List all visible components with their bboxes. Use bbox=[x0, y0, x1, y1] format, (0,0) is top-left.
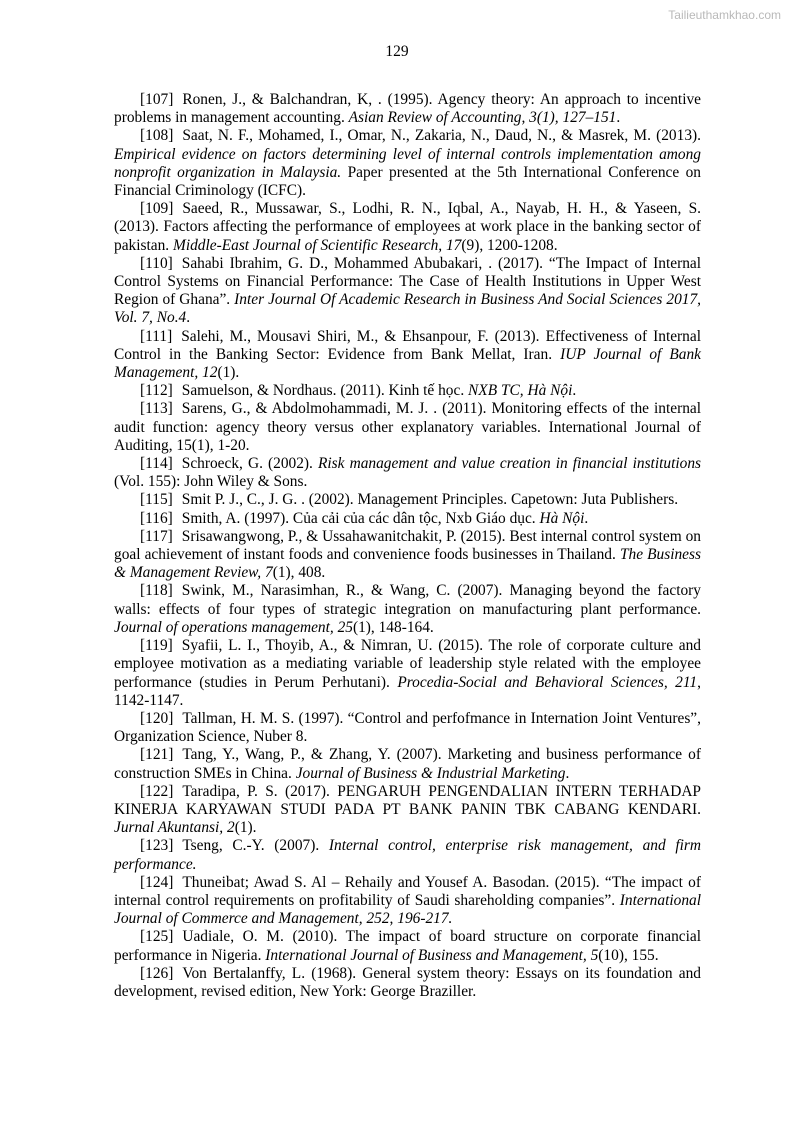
reference-italic-text: Journal of Business & Industrial Marketing bbox=[295, 764, 566, 782]
page-number: 129 bbox=[385, 43, 409, 60]
reference-item bbox=[114, 965, 701, 1001]
reference-number: [117] bbox=[140, 527, 173, 545]
reference-italic-text: Asian Review of Accounting, 3(1), 127–151 bbox=[348, 109, 617, 127]
reference-number: [108] bbox=[140, 127, 174, 145]
reference-number: [111] bbox=[140, 327, 173, 345]
reference-item bbox=[114, 455, 701, 491]
reference-text: (1). bbox=[234, 819, 257, 837]
reference-number: [118] bbox=[140, 582, 173, 600]
reference-text: (9), 1200-1208. bbox=[461, 236, 558, 254]
reference-number: [114] bbox=[140, 455, 173, 473]
references-list bbox=[114, 91, 701, 1001]
reference-text: Sahabi Ibrahim, G. D., Mohammed Abubakari, . (2017). “The Impact of Internal Control Systems on Financial Performance: The Case of Health Institutions in Upper West Region of Ghana”. bbox=[114, 254, 701, 309]
reference-text: Saeed, R., Mussawar, S., Lodhi, R. N., Iqbal, A., Nayab, H. H., & Yaseen, S. (2013). Factors affecting the performance of employees at work place in the banking sector of pakistan. bbox=[114, 200, 701, 254]
reference-italic-text: The Business & Management Review, 7 bbox=[114, 546, 701, 582]
reference-item bbox=[114, 746, 701, 782]
reference-text: Saat, N. F., Mohamed, I., Omar, N., Zakaria, N., Daud, N., & Masrek, M. (2013). bbox=[182, 127, 701, 145]
reference-number: [124] bbox=[140, 873, 174, 891]
reference-item bbox=[114, 528, 701, 583]
reference-item bbox=[114, 200, 701, 255]
reference-italic-text: Jurnal Akuntansi, 2 bbox=[114, 819, 235, 837]
reference-item bbox=[114, 874, 701, 929]
reference-text: (Vol. 155): John Wiley & Sons. bbox=[114, 473, 308, 491]
reference-text: Sarens, G., & Abdolmohammadi, M. J. . (2011). Monitoring effects of the internal audit function: agency theory versus other explanatory variables. International Journal of Auditing, 15(1), 1-20. bbox=[114, 400, 701, 454]
reference-text: . bbox=[186, 309, 191, 327]
reference-text: . bbox=[584, 509, 589, 527]
reference-text: Schroeck, G. (2002). bbox=[181, 455, 318, 473]
reference-item bbox=[114, 928, 701, 964]
reference-item bbox=[114, 783, 701, 838]
reference-number: [112] bbox=[140, 382, 173, 400]
reference-italic-text: Hà Nội bbox=[539, 509, 585, 527]
reference-item bbox=[114, 382, 701, 400]
reference-number: [122] bbox=[140, 782, 174, 800]
reference-text: Samuelson, & Nordhaus. (2011). Kinh tế học. bbox=[181, 382, 469, 400]
reference-text: Thuneibat; Awad S. Al – Rehaily and Yousef A. Basodan. (2015). “The impact of internal control requirements on profitability of Saudi shareholding companies”. bbox=[114, 873, 701, 909]
reference-text: (1), 408. bbox=[272, 564, 326, 582]
reference-italic-text: Journal of operations management, 25 bbox=[114, 618, 353, 636]
reference-item bbox=[114, 91, 701, 127]
reference-italic-text: Procedia-Social and Behavioral Sciences, 211 bbox=[397, 673, 698, 691]
reference-italic-text: Inter Journal Of Academic Research in Business And Social Sciences 2017, Vol. 7, No.4 bbox=[114, 291, 702, 327]
reference-text: Tang, Y., Wang, P., & Zhang, Y. (2007). Marketing and business performance of construction SMEs in China. bbox=[114, 746, 701, 782]
reference-text: , 1142-1147. bbox=[114, 673, 701, 709]
reference-text: Smit P. J., C., J. G. . (2002). Management Principles. Capetown: Juta Publishers. bbox=[181, 491, 679, 509]
reference-text: Tallman, H. M. S. (1997). “Control and perfofmance in Internation Joint Ventures”, Organization Science, Nuber 8. bbox=[114, 709, 701, 746]
reference-text: . bbox=[616, 109, 621, 127]
reference-italic-text: IUP Journal of Bank Management, 12 bbox=[114, 345, 701, 382]
reference-italic-text: Internal control, enterprise risk management, and firm performance. bbox=[114, 837, 701, 873]
reference-item bbox=[114, 255, 701, 328]
reference-italic-text: International Journal of Commerce and Management, 252, 196-217. bbox=[114, 891, 701, 928]
reference-text: Salehi, M., Mousavi Shiri, M., & Ehsanpour, F. (2013). Effectiveness of Internal Control in the Banking Sector: Evidence from Bank Mellat, Iran. bbox=[114, 327, 701, 363]
reference-italic-text: Empirical evidence on factors determining level of internal controls implementation among nonprofit organization in Malaysia. bbox=[114, 145, 701, 181]
reference-text: (1). bbox=[217, 364, 240, 382]
reference-text: Tseng, C.-Y. (2007). bbox=[182, 837, 329, 855]
reference-text: (10), 155. bbox=[598, 946, 659, 964]
reference-number: [126] bbox=[140, 964, 174, 982]
reference-text: Syafii, L. I., Thoyib, A., & Nimran, U. (2015). The role of corporate culture and employee motivation as a mediating variable of leadership style related with the employee performance (studies in Perum Perhutani). bbox=[114, 637, 701, 691]
reference-number: [109] bbox=[140, 200, 174, 218]
reference-text: . bbox=[572, 382, 577, 400]
reference-item bbox=[114, 328, 701, 383]
reference-italic-text: Risk management and value creation in financial institutions bbox=[318, 455, 702, 473]
reference-text: (1), 148-164. bbox=[352, 618, 434, 636]
reference-number: [110] bbox=[140, 254, 173, 272]
reference-number: [107] bbox=[140, 91, 174, 108]
reference-item bbox=[114, 400, 701, 455]
reference-text: Srisawangwong, P., & Ussahawanitchakit, P. (2015). Best internal control system on goal achievement of instant foods and convenience foods businesses in Thailand. bbox=[114, 527, 701, 564]
reference-text: Smith, A. (1997). Của cải của các dân tộc, Nxb Giáo dục. bbox=[181, 509, 540, 527]
reference-text: Von Bertalanffy, L. (1968). General system theory: Essays on its foundation and development, revised edition, New York: George Braziller. bbox=[114, 964, 701, 1000]
reference-text: Paper presented at the 5th International Conference on Financial Criminology (ICFC). bbox=[114, 163, 701, 200]
reference-item bbox=[114, 127, 701, 200]
reference-number: [123] bbox=[140, 837, 174, 855]
reference-item bbox=[114, 710, 701, 746]
reference-item bbox=[114, 837, 701, 873]
reference-item bbox=[114, 491, 701, 509]
reference-text: Taradipa, P. S. (2017). PENGARUH PENGENDALIAN INTERN TERHADAP KINERJA KARYAWAN STUDI PADA PT BANK PANIN TBK CABANG KENDARI. bbox=[114, 782, 701, 818]
reference-number: [113] bbox=[140, 400, 173, 418]
reference-text: Uadiale, O. M. (2010). The impact of board structure on corporate financial performance in Nigeria. bbox=[114, 928, 701, 964]
reference-number: [120] bbox=[140, 709, 174, 727]
reference-italic-text: Middle-East Journal of Scientific Research, 17 bbox=[173, 236, 462, 254]
reference-text: . bbox=[565, 764, 570, 782]
reference-number: [121] bbox=[140, 746, 174, 764]
reference-italic-text: International Journal of Business and Management, 5 bbox=[265, 946, 599, 964]
reference-number: [115] bbox=[140, 491, 173, 509]
reference-item bbox=[114, 510, 701, 528]
watermark: Tailieuthamkhao.com bbox=[668, 8, 781, 22]
reference-item bbox=[114, 582, 701, 637]
reference-text: Swink, M., Narasimhan, R., & Wang, C. (2007). Managing beyond the factory walls: effects of four types of strategic integration on manufacturing plant performance. bbox=[114, 582, 701, 618]
reference-number: [119] bbox=[140, 637, 173, 655]
reference-number: [116] bbox=[140, 509, 173, 527]
reference-number: [125] bbox=[140, 928, 174, 946]
reference-text: Ronen, J., & Balchandran, K, . (1995). Agency theory: An approach to incentive problems in management accounting. bbox=[114, 91, 701, 127]
reference-italic-text: NXB TC, Hà Nội bbox=[468, 382, 573, 400]
reference-item bbox=[114, 637, 701, 710]
